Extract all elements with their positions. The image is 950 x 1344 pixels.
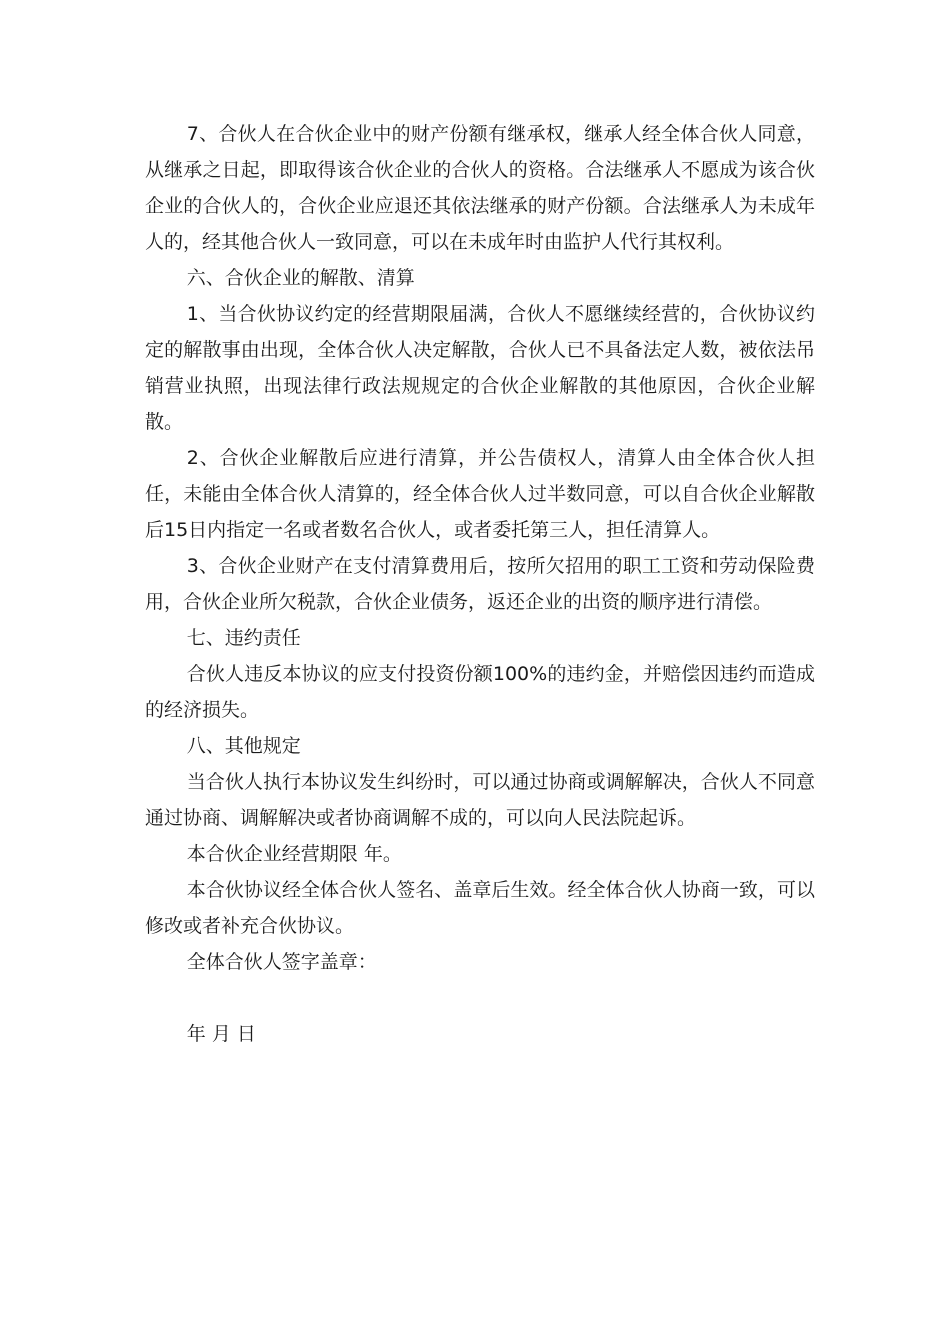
section-heading-other-provisions: 八、其他规定 (186, 735, 301, 757)
paragraph-dispute-resolution: 当合伙人执行本协议发生纠纷时，可以通过协商或调解解决，合伙人不同意通过协商、调解解决或者协商调解不成的，可以向人民法院起诉。 (145, 771, 815, 829)
section-heading-dissolution: 六、合伙企业的解散、清算 (186, 267, 415, 289)
date-line: 年 月 日 (186, 1023, 256, 1045)
section-heading-breach: 七、违约责任 (186, 627, 301, 649)
paragraph-repayment-order: 3、合伙企业财产在支付清算费用后，按所欠招用的职工工资和劳动保险费用，合伙企业所欠税款，合伙企业债务，返还企业的出资的顺序进行清偿。 (145, 555, 815, 613)
paragraph-breach-penalty: 合伙人违反本协议的应支付投资份额100%的违约金，并赔偿因违约而造成的经济损失。 (145, 663, 815, 721)
signature-label: 全体合伙人签字盖章： (186, 951, 377, 973)
paragraph-dissolution-causes: 1、当合伙协议约定的经营期限届满，合伙人不愿继续经营的，合伙协议约定的解散事由出现，全体合伙人决定解散，合伙人已不具备法定人数，被依法吊销营业执照，出现法律行政法规规定的合伙企业解散的其他原因，合伙企业解散。 (145, 303, 815, 433)
paragraph-business-term: 本合伙企业经营期限 年。 (186, 843, 402, 865)
paragraph-effectiveness: 本合伙协议经全体合伙人签名、盖章后生效。经全体合伙人协商一致，可以修改或者补充合伙协议。 (145, 879, 815, 937)
paragraph-liquidation: 2、合伙企业解散后应进行清算，并公告债权人，清算人由全体合伙人担任，未能由全体合伙人清算的，经全体合伙人过半数同意，可以自合伙企业解散后15日内指定一名或者数名合伙人，或者委托第三人，担任清算人。 (145, 447, 815, 541)
document-body (145, 116, 815, 1052)
paragraph-inheritance-clause: 7、合伙人在合伙企业中的财产份额有继承权，继承人经全体合伙人同意，从继承之日起，即取得该合伙企业的合伙人的资格。合法继承人不愿成为该合伙企业的合伙人的，合伙企业应退还其依法继承的财产份额。合法继承人为未成年人的，经其他合伙人一致同意，可以在未成年时由监护人代行其权利。 (145, 123, 815, 253)
